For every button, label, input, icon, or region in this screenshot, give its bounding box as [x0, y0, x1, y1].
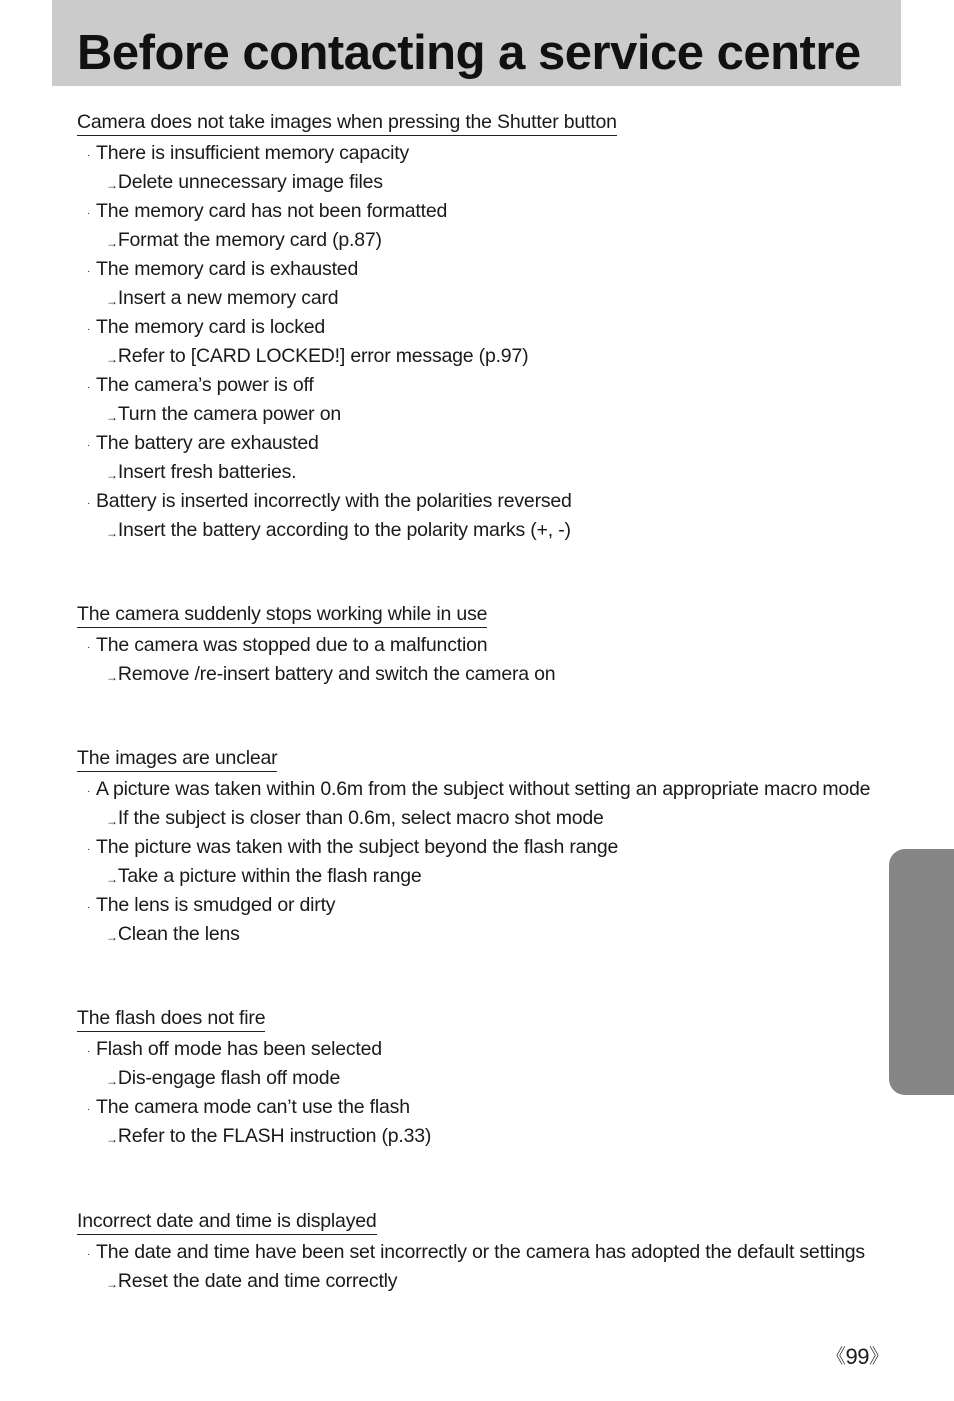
arrow-right-icon: →	[106, 1132, 118, 1146]
cause-item	[77, 371, 617, 400]
remedy-item	[77, 168, 617, 197]
section-shutter	[77, 109, 617, 545]
cause-item	[77, 255, 617, 284]
arrow-right-icon: →	[106, 930, 118, 944]
remedy-text: Delete unnecessary image files	[117, 171, 383, 193]
remedy-text: Remove /re-insert battery and switch the camera on	[117, 663, 556, 685]
cause-item	[77, 487, 617, 516]
section-heading: The camera suddenly stops working while in use	[77, 601, 487, 628]
page-number	[826, 1342, 888, 1372]
bullet-icon: ·	[87, 1104, 91, 1115]
remedy-text: Turn the camera power on	[117, 403, 341, 425]
cause-text: The lens is smudged or dirty	[96, 894, 336, 916]
remedy-item	[77, 284, 617, 313]
cause-text: Battery is inserted incorrectly with the polarities reversed	[96, 490, 572, 512]
bullet-icon: ·	[87, 498, 91, 509]
remedy-text: If the subject is closer than 0.6m, select macro shot mode	[117, 807, 604, 829]
remedy-item	[77, 1064, 431, 1093]
remedy-text: Insert fresh batteries.	[117, 461, 297, 483]
remedy-item	[77, 1122, 431, 1151]
cause-item	[77, 631, 555, 660]
remedy-item	[77, 862, 870, 891]
arrow-right-icon: →	[106, 526, 118, 540]
section-date-time	[77, 1208, 865, 1296]
cause-item	[77, 1093, 431, 1122]
remedy-item	[77, 342, 617, 371]
bullet-icon: ·	[87, 382, 91, 393]
remedy-text: Refer to the FLASH instruction (p.33)	[117, 1125, 432, 1147]
section-flash	[77, 1005, 431, 1151]
cause-text: The camera mode can’t use the flash	[96, 1096, 410, 1118]
page-title: Before contacting a service centre	[77, 26, 861, 80]
arrow-right-icon: →	[106, 236, 118, 250]
bullet-icon: ·	[87, 844, 91, 855]
cause-text: Flash off mode has been selected	[96, 1038, 382, 1060]
cause-item	[77, 775, 870, 804]
bullet-icon: ·	[87, 642, 91, 653]
remedy-item	[77, 226, 617, 255]
section-heading: The images are unclear	[77, 745, 277, 772]
remedy-text: Take a picture within the flash range	[117, 865, 422, 887]
cause-item	[77, 139, 617, 168]
section-images-unclear	[77, 745, 870, 949]
cause-text: The battery are exhausted	[96, 432, 319, 454]
remedy-item	[77, 804, 870, 833]
arrow-right-icon: →	[106, 468, 118, 482]
bullet-icon: ·	[87, 208, 91, 219]
cause-item	[77, 313, 617, 342]
cause-text: The memory card has not been formatted	[96, 200, 448, 222]
arrow-right-icon: →	[106, 670, 118, 684]
remedy-item	[77, 516, 617, 545]
bullet-icon: ·	[87, 150, 91, 161]
bullet-icon: ·	[87, 902, 91, 913]
remedy-text: Refer to [CARD LOCKED!] error message (p.97)	[117, 345, 529, 367]
arrow-right-icon: →	[106, 1074, 118, 1088]
remedy-text: Insert the battery according to the polarity marks (+, -)	[117, 519, 571, 541]
arrow-right-icon: →	[106, 352, 118, 366]
remedy-item	[77, 400, 617, 429]
cause-text: The memory card is exhausted	[96, 258, 359, 280]
cause-text: There is insufficient memory capacity	[96, 142, 410, 164]
remedy-item	[77, 660, 555, 689]
cause-text: The camera’s power is off	[96, 374, 314, 396]
cause-text: The memory card is locked	[96, 316, 326, 338]
bullet-icon: ·	[87, 266, 91, 277]
arrow-right-icon: →	[106, 410, 118, 424]
arrow-right-icon: →	[106, 178, 118, 192]
double-angle-right-icon: 》	[868, 1346, 889, 1368]
bullet-icon: ·	[87, 440, 91, 451]
double-angle-left-icon: 《	[826, 1346, 846, 1368]
cause-item	[77, 1238, 865, 1267]
arrow-right-icon: →	[106, 294, 118, 308]
arrow-right-icon: →	[106, 872, 118, 886]
remedy-item	[77, 920, 870, 949]
bullet-icon: ·	[87, 1046, 91, 1057]
remedy-text: Clean the lens	[117, 923, 240, 945]
remedy-text: Reset the date and time correctly	[117, 1270, 398, 1292]
cause-item	[77, 1035, 431, 1064]
cause-text: The date and time have been set incorrectly or the camera has adopted the default settings	[96, 1241, 865, 1263]
remedy-text: Format the memory card (p.87)	[117, 229, 382, 251]
remedy-item	[77, 1267, 865, 1296]
bullet-icon: ·	[87, 786, 91, 797]
cause-item	[77, 197, 617, 226]
side-tab	[889, 849, 954, 1095]
remedy-text: Dis-engage flash off mode	[117, 1067, 341, 1089]
remedy-text: Insert a new memory card	[117, 287, 339, 309]
bullet-icon: ·	[87, 1249, 91, 1260]
cause-item	[77, 833, 870, 862]
cause-text: A picture was taken within 0.6m from the subject without setting an appropriate macro mode	[96, 778, 871, 800]
page-number-value: 99	[845, 1344, 869, 1369]
cause-item	[77, 891, 870, 920]
cause-text: The picture was taken with the subject beyond the flash range	[96, 836, 619, 858]
arrow-right-icon: →	[106, 814, 118, 828]
cause-text: The camera was stopped due to a malfunction	[96, 634, 488, 656]
section-stops-working	[77, 601, 555, 689]
remedy-item	[77, 458, 617, 487]
bullet-icon: ·	[87, 324, 91, 335]
section-heading: The flash does not fire	[77, 1005, 265, 1032]
cause-item	[77, 429, 617, 458]
section-heading: Incorrect date and time is displayed	[77, 1208, 377, 1235]
section-heading: Camera does not take images when pressing the Shutter button	[77, 109, 617, 136]
arrow-right-icon: →	[106, 1277, 118, 1291]
